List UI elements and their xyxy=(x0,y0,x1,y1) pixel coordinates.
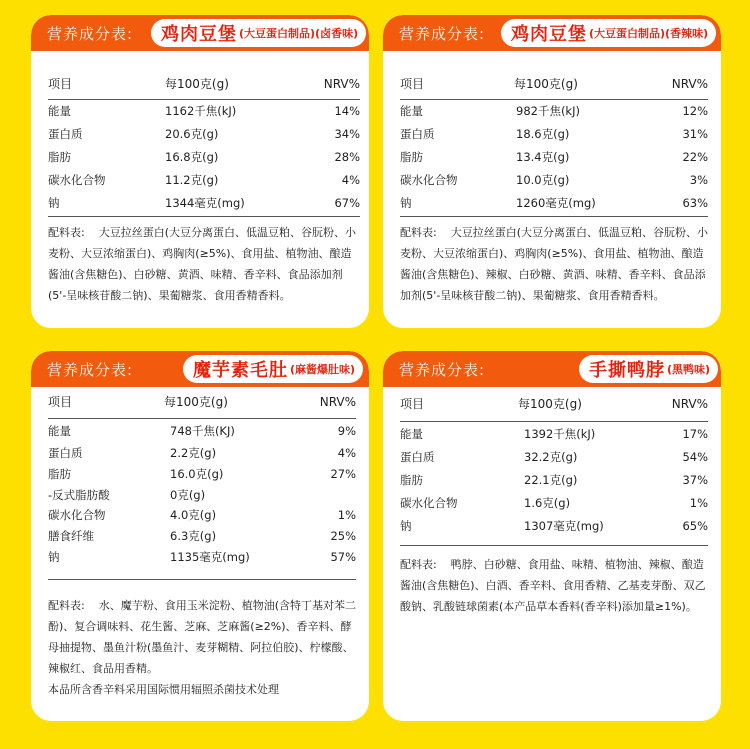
row-item: 脂肪 xyxy=(48,150,71,164)
table-header xyxy=(400,74,708,94)
table-row xyxy=(48,547,356,567)
row-value: 16.0克(g) xyxy=(170,467,224,481)
divider xyxy=(400,421,708,422)
row-item: 碳水化合物 xyxy=(400,173,458,187)
product-name: 鸡肉豆堡 xyxy=(161,24,237,45)
ingredients xyxy=(48,595,360,679)
row-item: 钠 xyxy=(400,519,412,533)
header-nrv: NRV% xyxy=(671,397,708,411)
row-nrv: 14% xyxy=(334,104,360,118)
product-name: 手撕鸭脖 xyxy=(589,360,665,381)
row-value: 32.2克(g) xyxy=(524,450,578,464)
product-name: 鸡肉豆堡 xyxy=(511,24,587,45)
row-nrv: 17% xyxy=(682,427,708,441)
ingredients-text: 大豆拉丝蛋白(大豆分离蛋白、低温豆粕、谷朊粉、小麦粉、大豆浓缩蛋白)、鸡胸肉(≥5%)、食用盐、植物油、酿造酱油(含焦糖色)、辣椒、白砂糖、黄酒、味精、香辛料、食品添加剂(5'-呈味核苷酸二钠)、果葡糖浆、食用香精香料。 xyxy=(400,226,709,302)
row-value: 1344毫克(mg) xyxy=(165,196,245,210)
divider xyxy=(400,216,708,217)
table-row xyxy=(400,516,708,536)
ingredients xyxy=(400,222,710,306)
row-value: 1135毫克(mg) xyxy=(170,550,250,564)
row-item: 蛋白质 xyxy=(48,127,83,141)
row-item: 膳食纤维 xyxy=(48,529,94,543)
row-value: 0克(g) xyxy=(170,488,206,502)
nutrition-card-4 xyxy=(383,351,721,721)
table-row xyxy=(400,447,708,467)
table-row xyxy=(400,493,708,513)
row-nrv: 57% xyxy=(330,550,356,564)
row-item: 钠 xyxy=(48,196,60,210)
irradiation-note: 本品所含香辛料采用国际惯用辐照杀菌技术处理 xyxy=(48,683,279,696)
ingredients-label: 配料表: xyxy=(48,599,85,612)
table-row xyxy=(48,124,360,144)
product-name-pill xyxy=(579,355,718,383)
table-row xyxy=(400,193,708,213)
row-value: 22.1克(g) xyxy=(524,473,578,487)
row-item: 脂肪 xyxy=(400,473,423,487)
table-header xyxy=(400,394,708,414)
table-row xyxy=(48,485,356,505)
row-value: 1.6克(g) xyxy=(524,496,571,510)
product-flavor: (黑鸭味) xyxy=(667,363,711,376)
card-header xyxy=(383,15,721,51)
ingredients xyxy=(400,554,712,617)
ingredients-text: 大豆拉丝蛋白(大豆分离蛋白、低温豆粕、谷朊粉、小麦粉、大豆浓缩蛋白)、鸡胸肉(≥5%)、食用盐、植物油、酿造酱油(含焦糖色)、白砂糖、黄酒、味精、香辛料、食品添加剂(5'-呈味核苷酸二钠)、果葡糖浆、食用香精香料。 xyxy=(48,226,357,302)
row-value: 11.2克(g) xyxy=(165,173,219,187)
row-nrv: 3% xyxy=(689,173,708,187)
header-item: 项目 xyxy=(48,77,73,91)
row-item: 能量 xyxy=(48,424,71,438)
header-item: 项目 xyxy=(400,77,425,91)
table-row xyxy=(48,170,360,190)
table-row xyxy=(400,147,708,167)
row-item: 碳水化合物 xyxy=(400,496,458,510)
row-nrv: 1% xyxy=(337,508,356,522)
row-value: 13.4克(g) xyxy=(516,150,570,164)
table-row xyxy=(48,147,360,167)
product-name-pill xyxy=(501,19,716,47)
row-item: 蛋白质 xyxy=(400,450,435,464)
row-item: 脂肪 xyxy=(400,150,423,164)
table-row xyxy=(48,526,356,546)
table-row xyxy=(400,124,708,144)
header-per100: 每100克(g) xyxy=(518,397,582,411)
row-value: 6.3克(g) xyxy=(170,529,217,543)
row-nrv: 67% xyxy=(334,196,360,210)
nutrition-card-1 xyxy=(31,15,369,328)
row-nrv: 4% xyxy=(337,446,356,460)
row-nrv: 28% xyxy=(334,150,360,164)
row-nrv: 22% xyxy=(682,150,708,164)
table-row xyxy=(48,464,356,484)
row-value: 2.2克(g) xyxy=(170,446,217,460)
table-row xyxy=(48,101,360,121)
divider xyxy=(400,99,708,100)
row-nrv: 25% xyxy=(330,529,356,543)
row-item: 蛋白质 xyxy=(400,127,435,141)
header-nrv: NRV% xyxy=(323,77,360,91)
divider xyxy=(48,99,360,100)
row-item: -反式脂肪酸 xyxy=(48,488,110,502)
row-nrv: 65% xyxy=(682,519,708,533)
table-row xyxy=(48,421,356,441)
ingredients-text: 水、魔芋粉、食用玉米淀粉、植物油(含特丁基对苯二酚)、复合调味料、花生酱、芝麻、芝麻酱(≥2%)、香辛料、酵母抽提物、墨鱼汁粉(墨鱼汁、麦芽糊精、阿拉伯胶)、柠檬酸、辣椒红、食品用香精。 xyxy=(48,599,357,675)
row-value: 18.6克(g) xyxy=(516,127,570,141)
ingredients-label: 配料表: xyxy=(400,558,437,571)
product-flavor: (麻酱爆肚味) xyxy=(290,363,356,376)
row-item: 钠 xyxy=(400,196,412,210)
row-nrv: 63% xyxy=(682,196,708,210)
card-header xyxy=(31,351,369,387)
table-row xyxy=(48,443,356,463)
ingredients xyxy=(48,222,358,306)
row-item: 脂肪 xyxy=(48,467,71,481)
table-row xyxy=(48,193,360,213)
card-header-label: 营养成分表: xyxy=(399,361,486,379)
row-value: 1392千焦(kJ) xyxy=(524,427,596,441)
divider xyxy=(48,216,360,217)
row-value: 982千焦(kJ) xyxy=(516,104,580,118)
row-item: 碳水化合物 xyxy=(48,173,106,187)
divider xyxy=(400,545,708,546)
row-nrv: 27% xyxy=(330,467,356,481)
product-name-pill xyxy=(183,355,363,383)
row-item: 蛋白质 xyxy=(48,446,83,460)
card-header-label: 营养成分表: xyxy=(47,25,134,43)
row-nrv: 4% xyxy=(341,173,360,187)
header-per100: 每100克(g) xyxy=(165,77,229,91)
row-nrv: 34% xyxy=(334,127,360,141)
row-value: 1307毫克(mg) xyxy=(524,519,604,533)
row-value: 10.0克(g) xyxy=(516,173,570,187)
divider xyxy=(48,579,356,580)
header-nrv: NRV% xyxy=(671,77,708,91)
card-header-label: 营养成分表: xyxy=(47,361,134,379)
nutrition-card-2 xyxy=(383,15,721,328)
header-nrv: NRV% xyxy=(319,395,356,409)
row-item: 碳水化合物 xyxy=(48,508,106,522)
row-nrv: 12% xyxy=(682,104,708,118)
ingredients-label: 配料表: xyxy=(400,226,437,239)
row-item: 能量 xyxy=(400,104,423,118)
product-name-pill xyxy=(151,19,366,47)
ingredients-label: 配料表: xyxy=(48,226,85,239)
header-per100: 每100克(g) xyxy=(164,395,228,409)
row-nrv: 37% xyxy=(682,473,708,487)
nutrition-card-3 xyxy=(31,351,369,721)
product-flavor: (大豆蛋白制品)(卤香味) xyxy=(239,27,359,40)
card-header xyxy=(31,15,369,51)
ingredients-text: 鸭脖、白砂糖、食用盐、味精、植物油、辣椒、酿造酱油(含焦糖色)、白酒、香辛料、食用香精、乙基麦芽酚、双乙酸钠、乳酸链球菌素(本产品草本香料(香辛料)添加量≥1%)。 xyxy=(400,558,706,613)
header-item: 项目 xyxy=(48,395,73,409)
card-header xyxy=(383,351,721,387)
row-item: 钠 xyxy=(48,550,60,564)
row-nrv: 54% xyxy=(682,450,708,464)
table-header xyxy=(48,74,360,94)
table-header xyxy=(48,392,356,412)
header-per100: 每100克(g) xyxy=(514,77,578,91)
row-value: 748千焦(KJ) xyxy=(170,424,235,438)
product-name: 魔芋素毛肚 xyxy=(193,360,288,381)
row-value: 4.0克(g) xyxy=(170,508,217,522)
card-header-label: 营养成分表: xyxy=(399,25,486,43)
row-item: 能量 xyxy=(48,104,71,118)
row-value: 16.8克(g) xyxy=(165,150,219,164)
row-value: 20.6克(g) xyxy=(165,127,219,141)
product-flavor: (大豆蛋白制品)(香辣味) xyxy=(589,27,709,40)
row-nrv: 9% xyxy=(337,424,356,438)
row-item: 能量 xyxy=(400,427,423,441)
table-row xyxy=(400,101,708,121)
row-nrv: 31% xyxy=(682,127,708,141)
row-value: 1162千焦(kJ) xyxy=(165,104,237,118)
divider xyxy=(48,418,356,419)
row-value: 1260毫克(mg) xyxy=(516,196,596,210)
row-nrv: 1% xyxy=(689,496,708,510)
header-item: 项目 xyxy=(400,397,425,411)
table-row xyxy=(400,470,708,490)
table-row xyxy=(400,424,708,444)
table-row xyxy=(48,505,356,525)
table-row xyxy=(400,170,708,190)
